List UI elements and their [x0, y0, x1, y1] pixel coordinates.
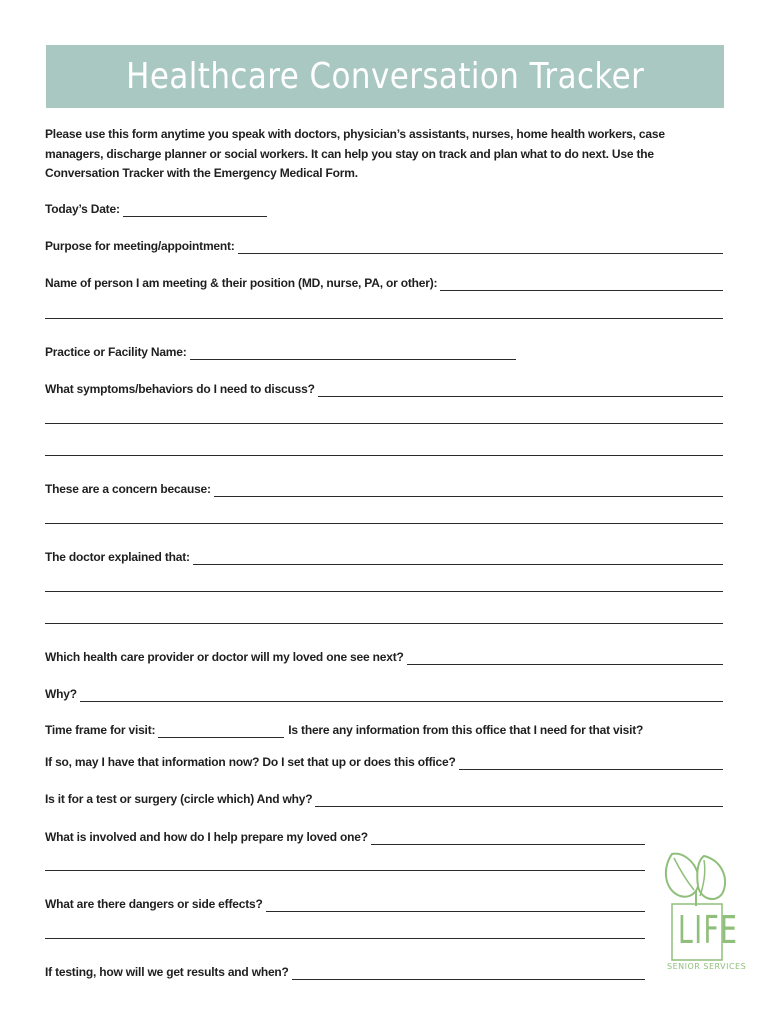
- symptoms-field[interactable]: [318, 382, 723, 397]
- time-frame-row: [45, 718, 643, 738]
- dangers-field[interactable]: [266, 897, 645, 912]
- facility-row: [45, 340, 516, 360]
- purpose-label: Purpose for meeting/appointment:: [45, 239, 235, 253]
- results-row: [45, 960, 645, 980]
- results-label: If testing, how will we get results and when?: [45, 965, 289, 979]
- doctor-explained-field[interactable]: [193, 550, 723, 565]
- person-field-continued[interactable]: [45, 318, 723, 319]
- facility-field[interactable]: [190, 345, 516, 360]
- test-surgery-field[interactable]: [315, 792, 723, 807]
- doctor-explained-line-3[interactable]: [45, 623, 723, 624]
- results-field[interactable]: [292, 965, 645, 980]
- why-row: [45, 682, 723, 702]
- logo-tagline: SENIOR SERVICES: [667, 962, 747, 971]
- info-needed-label: Is there any information from this office that I need for that visit?: [288, 723, 644, 737]
- symptoms-label: What symptoms/behaviors do I need to discuss?: [45, 382, 315, 396]
- prepare-label: What is involved and how do I help prepare my loved one?: [45, 830, 368, 844]
- doctor-explained-line-2[interactable]: [45, 591, 723, 592]
- symptoms-field-line-2[interactable]: [45, 423, 723, 424]
- test-surgery-label: Is it for a test or surgery (circle which) And why?: [45, 792, 313, 806]
- have-info-field[interactable]: [459, 755, 723, 770]
- todays-date-label: Today’s Date:: [45, 202, 120, 216]
- todays-date-field[interactable]: [123, 202, 267, 217]
- symptoms-row: [45, 377, 723, 397]
- have-info-label: If so, may I have that information now? Do I set that up or does this office?: [45, 755, 456, 769]
- time-frame-field[interactable]: [158, 723, 284, 738]
- dangers-row: [45, 892, 645, 912]
- next-provider-field[interactable]: [407, 650, 723, 665]
- logo-wordmark: LIFE: [678, 908, 739, 952]
- concern-field-line-2[interactable]: [45, 523, 723, 524]
- time-frame-label: Time frame for visit:: [45, 723, 156, 737]
- title-banner: [46, 45, 724, 108]
- todays-date-row: [45, 197, 267, 217]
- doctor-explained-label: The doctor explained that:: [45, 550, 190, 564]
- purpose-field[interactable]: [238, 239, 723, 254]
- intro-paragraph: Please use this form anytime you speak with doctors, physician’s assistants, nurses, home health workers, case managers, discharge planner or social workers. It can help you stay on track and plan what to do next. Use the Conversation Tracker with the Emergency Medical Form.: [45, 127, 665, 180]
- purpose-row: [45, 234, 723, 254]
- next-provider-label: Which health care provider or doctor will my loved one see next?: [45, 650, 404, 664]
- prepare-row: [45, 825, 645, 845]
- next-provider-row: [45, 645, 723, 665]
- page-title: Healthcare Conversation Tracker: [125, 56, 645, 97]
- test-surgery-row: [45, 787, 723, 807]
- person-label: Name of person I am meeting & their position (MD, nurse, PA, or other):: [45, 276, 438, 290]
- person-field[interactable]: [440, 276, 723, 291]
- person-row: [45, 271, 723, 291]
- why-field[interactable]: [80, 687, 723, 702]
- symptoms-field-line-3[interactable]: [45, 455, 723, 456]
- doctor-explained-row: [45, 545, 723, 565]
- facility-label: Practice or Facility Name:: [45, 345, 187, 359]
- concern-row: [45, 477, 723, 497]
- concern-field[interactable]: [214, 482, 723, 497]
- why-label: Why?: [45, 687, 77, 701]
- prepare-field[interactable]: [371, 830, 645, 845]
- dangers-field-line-2[interactable]: [45, 938, 645, 939]
- prepare-field-line-2[interactable]: [45, 870, 645, 871]
- dangers-label: What are there dangers or side effects?: [45, 897, 263, 911]
- have-info-row: [45, 750, 723, 770]
- concern-label: These are a concern because:: [45, 482, 211, 496]
